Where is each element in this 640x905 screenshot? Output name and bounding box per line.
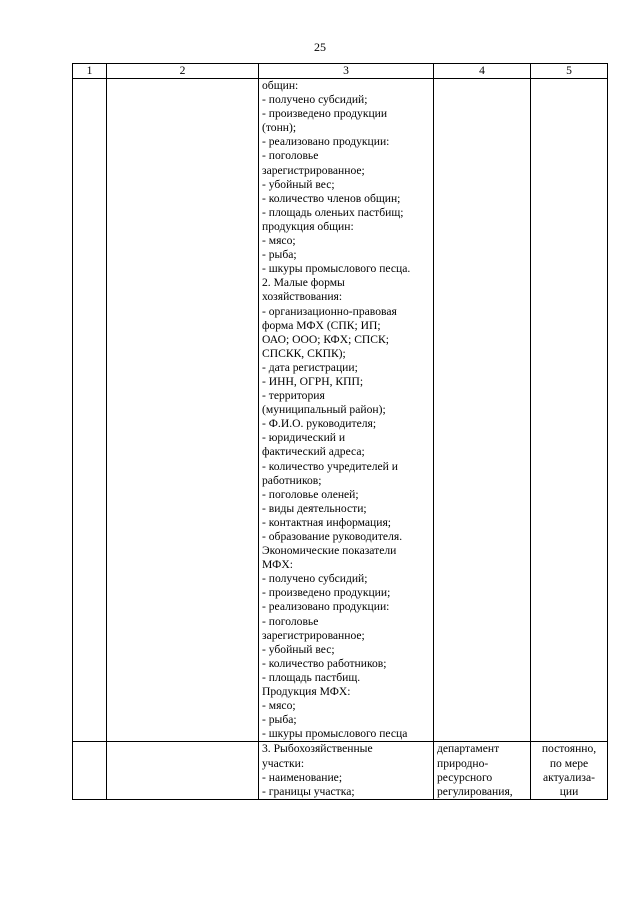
cell-text-line: - контактная информация; <box>262 515 391 529</box>
cell-text-line: - образование руководителя. <box>262 530 403 543</box>
cell-text-line: - рыба; <box>262 248 297 262</box>
page-number: 25 <box>314 40 326 54</box>
cell-text-line: - шкуры промыслового песца. <box>262 262 411 276</box>
cell-text-line: (муниципальный район); <box>262 403 386 417</box>
cell-text-line: - поголовье <box>262 149 319 163</box>
cell-text-line: ции <box>559 784 579 798</box>
table-header-row <box>73 64 608 79</box>
cell-text-line: - территория <box>262 389 325 403</box>
cell-text-line: работников; <box>262 473 322 487</box>
cell-text-line: департамент <box>437 742 500 756</box>
cell-text-line: продукция общин: <box>262 219 354 233</box>
document-table <box>72 63 608 800</box>
cell-text-line: - шкуры промыслового песца <box>262 727 408 741</box>
row1-col4-cell <box>434 79 531 742</box>
row2-col3-cell <box>259 742 434 799</box>
cell-text-line: - получено субсидий; <box>262 572 368 586</box>
cell-text-line: - количество членов общин; <box>262 191 401 205</box>
row1-col1-cell <box>73 79 107 742</box>
cell-text-line: зарегистрированное; <box>262 628 365 642</box>
row1-col5-cell <box>531 79 608 742</box>
cell-text-line: Экономические показатели <box>262 544 397 558</box>
table-row <box>73 79 608 742</box>
cell-text-line: - юридический и <box>262 431 346 445</box>
cell-text-line: - убойный вес; <box>262 177 335 191</box>
cell-text-line: - ИНН, ОГРН, КПП; <box>262 374 364 388</box>
column-header-5: 5 <box>531 64 608 79</box>
cell-text-line: - Ф.И.О. руководителя; <box>262 417 377 431</box>
cell-text-line: ОАО; ООО; КФХ; СПСК; <box>262 332 389 346</box>
cell-text-line: постоянно, <box>541 742 597 756</box>
cell-text-line: регулирования, <box>437 784 513 798</box>
row2-col5-cell <box>531 742 608 799</box>
cell-text-line: 2. Малые формы <box>262 276 345 290</box>
cell-text-line: актуализа- <box>542 770 595 784</box>
cell-text-line: фактический адреса; <box>262 445 365 459</box>
row2-col4-cell <box>434 742 531 799</box>
cell-text-line: по мере <box>549 756 589 770</box>
cell-text-line: - наименование; <box>262 770 343 784</box>
column-header-2: 2 <box>107 64 259 79</box>
cell-text-line: - площадь оленьих пастбищ; <box>262 205 404 219</box>
column-header-4: 4 <box>434 64 531 79</box>
column-header-1: 1 <box>73 64 107 79</box>
cell-text-line: общин: <box>262 79 299 92</box>
cell-text-line: форма МФХ (СПК; ИП; <box>262 318 381 332</box>
cell-text-line: - рыба; <box>262 713 297 727</box>
cell-text-line: - реализовано продукции: <box>262 135 390 149</box>
cell-text-line: - реализовано продукции: <box>262 600 390 614</box>
row2-col1-cell <box>73 742 107 799</box>
cell-text-line: - количество работников; <box>262 656 387 670</box>
cell-text-line: - мясо; <box>262 699 296 713</box>
cell-text-line: - произведено продукции; <box>262 586 391 600</box>
cell-text-line: - убойный вес; <box>262 642 335 656</box>
cell-text-line: Продукция МФХ: <box>262 685 351 699</box>
cell-text-line: - количество учредителей и <box>262 459 398 473</box>
cell-text-line: - поголовье <box>262 614 319 628</box>
row1-col2-cell <box>107 79 259 742</box>
column-header-3: 3 <box>259 64 434 79</box>
cell-text-line: - поголовье оленей; <box>262 487 359 501</box>
cell-text-line: ресурсного <box>437 770 493 784</box>
cell-text-line: - площадь пастбищ. <box>262 670 361 684</box>
cell-text-line: - получено субсидий; <box>262 93 368 107</box>
row2-col2-cell <box>107 742 259 799</box>
cell-text-line: хозяйствования: <box>262 290 343 304</box>
table-row <box>73 742 608 799</box>
cell-text-line: зарегистрированное; <box>262 163 365 177</box>
cell-text-line: - границы участка; <box>262 784 355 798</box>
cell-text-line: СПСКК, СКПК); <box>262 346 346 360</box>
cell-text-line: - мясо; <box>262 234 296 248</box>
cell-text-line: - виды деятельности; <box>262 501 367 515</box>
cell-text-line: (тонн); <box>262 121 297 135</box>
cell-text-line: - произведено продукции <box>262 107 388 121</box>
cell-text-line: - организационно-правовая <box>262 304 397 318</box>
cell-text-line: участки: <box>262 756 305 770</box>
cell-text-line: - дата регистрации; <box>262 360 358 374</box>
cell-text-line: природно- <box>437 756 489 770</box>
cell-text-line: МФХ: <box>262 558 293 572</box>
cell-text-line: 3. Рыбохозяйственные <box>262 742 373 756</box>
row1-col3-cell <box>259 79 434 742</box>
